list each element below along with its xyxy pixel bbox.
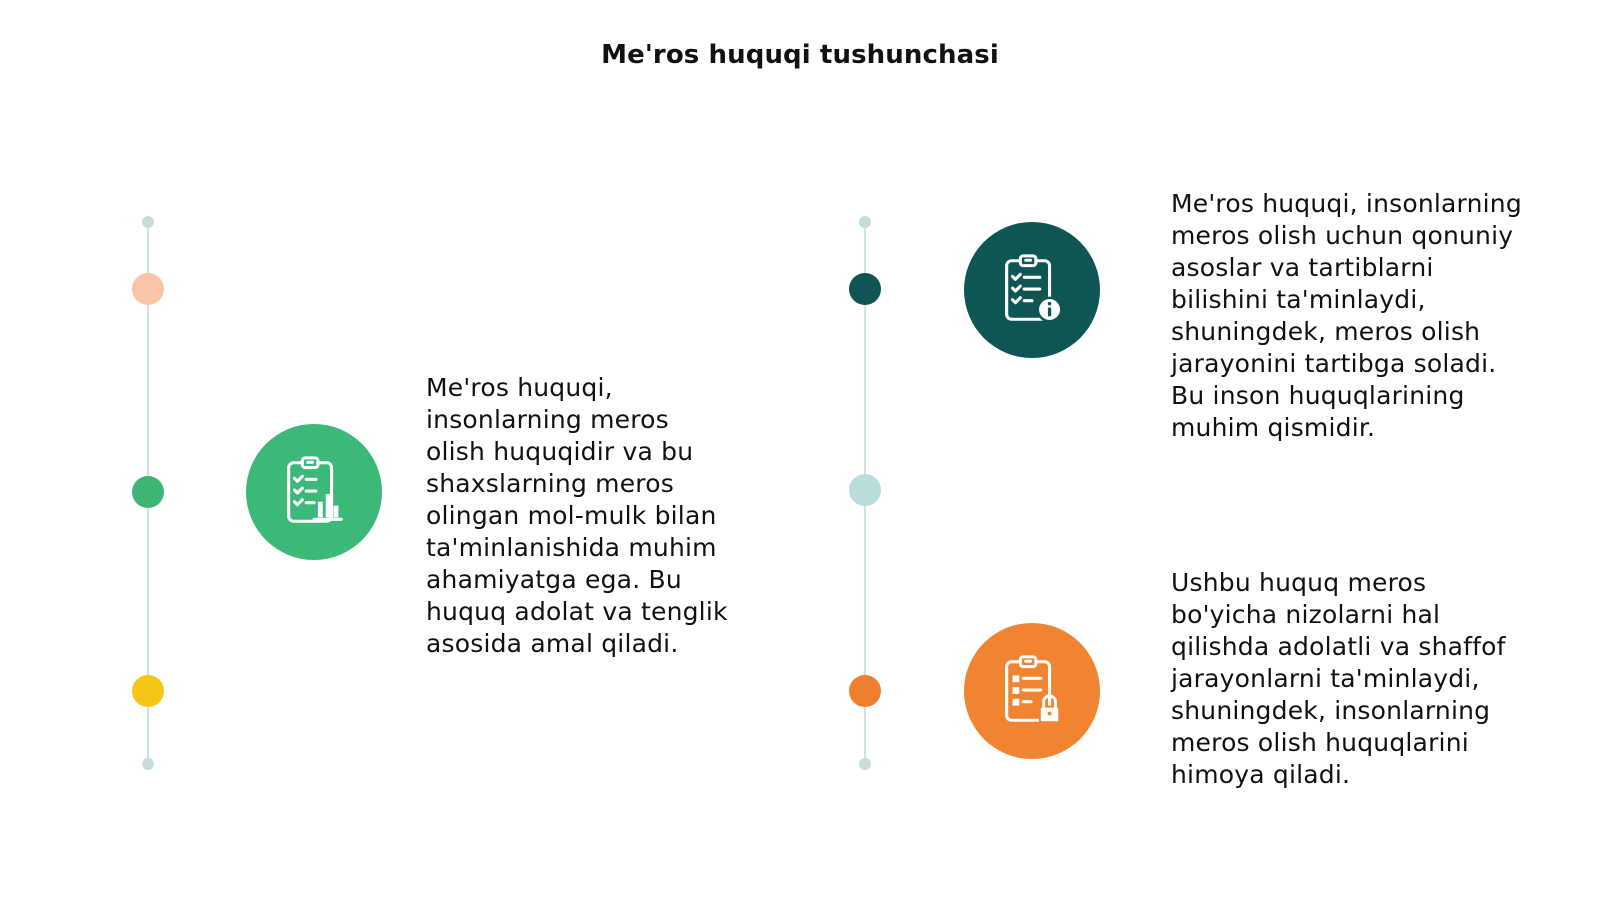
left-timeline-dot-yellow [132,675,164,707]
clipboard-lock-icon [964,623,1100,759]
left-timeline-dot-peach [132,273,164,305]
left-paragraph: Me'ros huquqi, insonlarning meros olish huquqidir va bu shaxslarning meros olingan mol-mulk bilan ta'minlanishida muhim ahamiyatga ega. Bu huquq adolat va tenglik asosida amal qiladi. [426,373,728,658]
clipboard-info-icon [964,222,1100,358]
clipboard-chart-icon [246,424,382,560]
right-top-paragraph: Me'ros huquqi, insonlarning meros olish uchun qonuniy asoslar va tartiblarni bilishini ta'minlaydi, shuningdek, meros olish jarayonini tartibga soladi. Bu inson huquqlarining muhim qismidir. [1171,189,1522,442]
left-timeline-dot-green [132,476,164,508]
right-bottom-paragraph: Ushbu huquq meros bo'yicha nizolarni hal qilishda adolatli va shaffof jarayonlarni ta'minlaydi, shuningdek, insonlarning meros olish huquqlarini himoya qiladi. [1171,568,1506,789]
left-timeline-bottom-end [142,758,154,770]
right-timeline-top-end [859,216,871,228]
page-title: Me'ros huquqi tushunchasi [601,40,999,70]
right-timeline-dot-light-teal [849,474,881,506]
left-timeline-top-end [142,216,154,228]
right-timeline-dot-orange [849,675,881,707]
right-timeline-bottom-end [859,758,871,770]
right-timeline-dot-dark-teal [849,273,881,305]
